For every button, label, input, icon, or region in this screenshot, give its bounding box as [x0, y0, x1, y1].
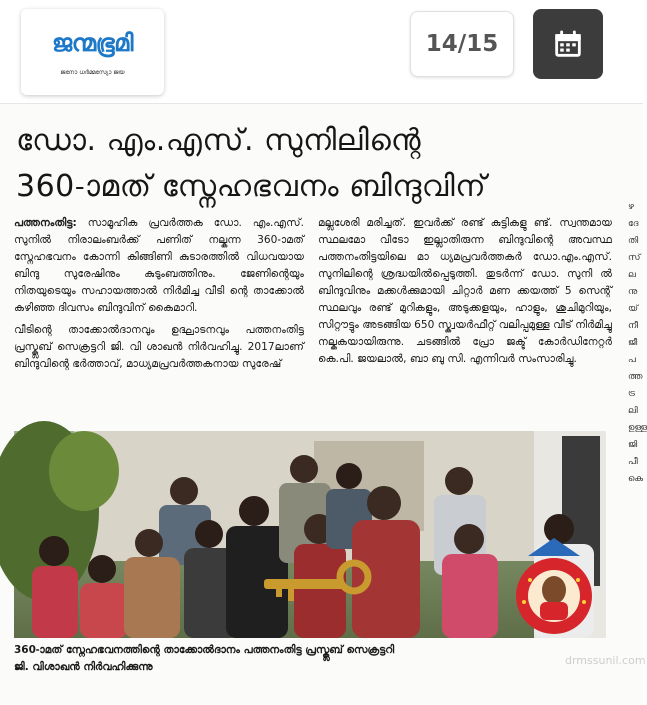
caption-line-2: ജി. വിശാഖൻ നിർവഹിക്കുന്നു	[14, 661, 153, 673]
article-paragraph	[14, 215, 304, 317]
headline-line-1: ഡോ. എം.എസ്. സുനിലിന്റെ	[16, 123, 422, 158]
article-paragraph: വീടിന്റെ താക്കോൽദാനവും ഉദ്ഘാടനവും പത്തനംതിട്ട പ്രസ്ക്ലബ് സെക്രട്ടറി ജി. വി ശാഖൻ നിർവഹിച്ചു. 2017ലാണ് ബിന്ദുവിന്റെ ഭർത്താവ്, മാധ്യമപ്രവർത്തകനായ സുരേഷ്	[14, 324, 304, 370]
foundation-logo-icon	[510, 534, 598, 644]
logo-tagline: ജനോ ധർമ്മസ്യോ ജയ	[60, 69, 125, 76]
watermark: drmssunil.com	[565, 654, 646, 667]
calendar-button[interactable]	[533, 9, 603, 79]
adjacent-article-fragment: ഴ ദേ തി സ് ല നു യ്‌ നീ ജീ പ ത്ത ട്ര ലി ഉള്ള ജി പീ കെ	[628, 202, 647, 484]
headline-line-2: 360-ാമത് സ്നേഹഭവനം ബിന്ദുവിന്	[16, 169, 487, 204]
article-column-left	[14, 215, 304, 378]
janmabhumi-logo[interactable]	[21, 9, 164, 95]
app-header	[0, 0, 643, 104]
photo-caption	[14, 642, 614, 676]
article-column-right	[318, 215, 612, 373]
caption-line-1: 360-ാമത് സ്നേഹഭവനത്തിന്റെ താക്കോൽദാനം പത്തനംതിട്ട പ്രസ്ക്ലബ് സെക്രട്ടറി	[14, 644, 395, 656]
foundation-badge	[510, 534, 598, 644]
article-headline	[16, 118, 636, 210]
newspaper-clipping[interactable]	[0, 104, 647, 705]
article-paragraph: മല്ലശേരി മരിച്ചത്. ഇവർക്ക് രണ്ട് കുട്ടികളു ണ്ട്. സ്വന്തമായ സ്ഥലമോ വീടോ ഇല്ലാതിരുന്ന ബിന്ദുവിന്റെ അവസ്ഥ പത്തനംതിട്ടയിലെ മാ ധ്യമപ്രവർത്തകർ ഡോ.എം.എസ്. സുനിലിന്റെ ശ്രദ്ധയിൽപ്പെടുത്തി. തുടർന്ന് ഡോ. സുനി ൽ ബിന്ദുവിനും മക്കൾക്കുമായി ചിറ്റാർ മണ ക്കയത്ത് 5 സെന്റ് സ്ഥലവും രണ്ട് മുറികളും, അടുക്കളയും, ഹാളും, ശുചിമുറിയും, സിറ്റൗട്ടും അടങ്ങിയ 650 സ്ക്വയർഫീറ്റ് വലിപ്പമുള്ള വീട് നിർമിച്ചു നല്കുകയായിരുന്നു. ചടങ്ങിൽ പ്രോ ജക്ട് കോർഡിനേറ്റർ കെ.പി. ജയലാൽ, ബാ ബു സി. എന്നിവർ സംസാരിച്ചു.	[318, 217, 612, 365]
paragraph-text: സാമൂഹിക പ്രവർത്തക ഡോ. എം.എസ്. സുനിൽ നിരാലംബർക്ക് പണിത് നല്കുന്ന 360-ാമത് സ്നേഹഭവനം കോന്നി കിങ്ങിണി കുടാരത്തിൽ വിധവയായ ബിന്ദു സുരേഷിനും കുടുംബത്തിനും. ജേണിന്റെയും നിതയുടെയും സഹായത്താൽ നിർമിച്ച വീടി ന്റെ താക്കോൽ കഴിഞ്ഞ ദിവസം ബിന്ദുവിന് കൈമാറി.	[14, 217, 304, 314]
logo-text: ജന്മഭൂമി	[52, 29, 133, 57]
dateline: പത്തനംതിട്ട:	[14, 217, 77, 229]
calendar-icon	[551, 27, 585, 61]
page-counter[interactable]: 14/15	[410, 11, 514, 77]
